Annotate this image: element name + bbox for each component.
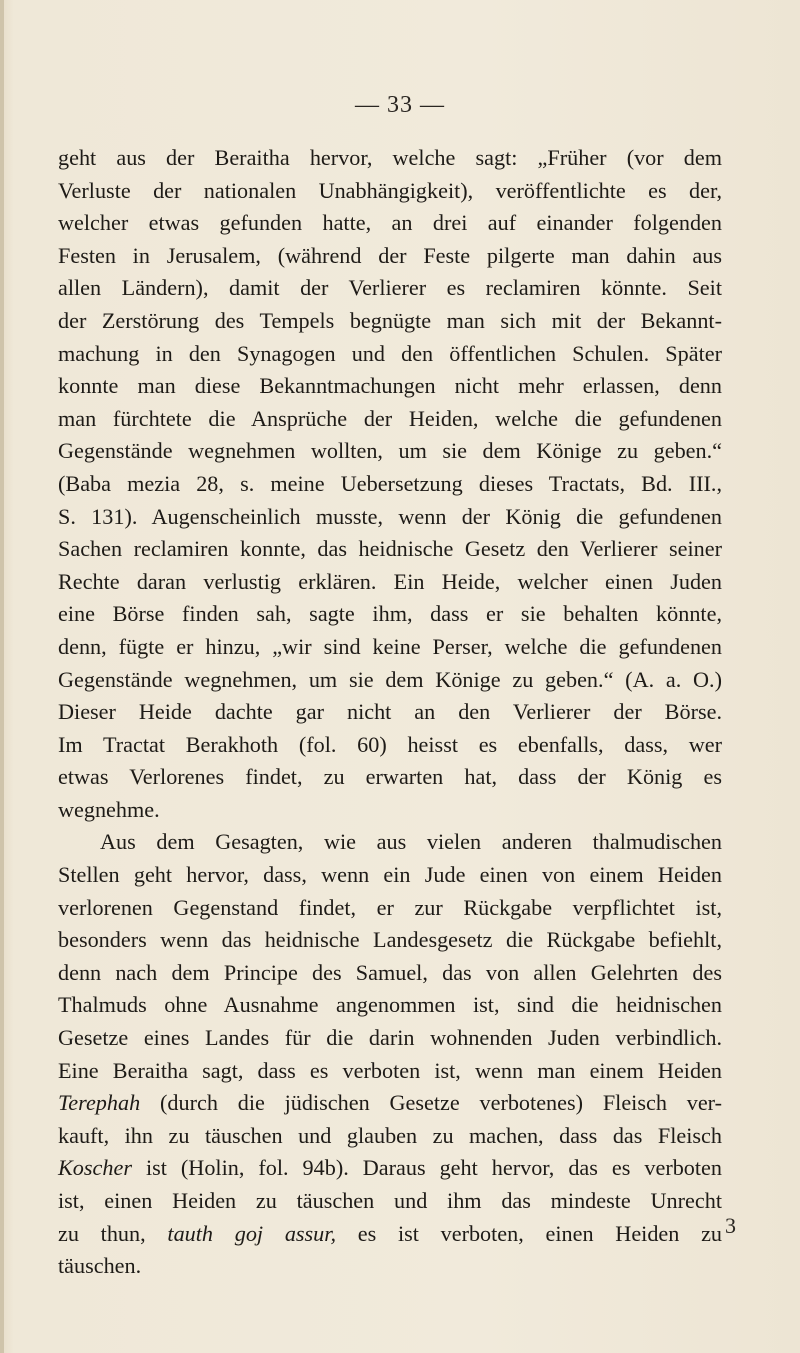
text-line: Im Tractat Berakhoth (fol. 60) heisst es ebenfalls, dass, wer [58, 731, 722, 757]
text-line: etwas Verlorenes findet, zu erwarten hat, dass der König es [58, 764, 722, 790]
text-line: konnte man diese Bekanntmachungen nicht mehr erlassen, denn [58, 373, 722, 399]
text-segment: (durch die jüdischen Gesetze verbotenes) Fleisch ver- [160, 1090, 722, 1116]
text-line: Gesetze eines Landes für die darin wohnenden Juden verbindlich. [58, 1025, 722, 1051]
text-line [58, 1087, 722, 1120]
text-line [58, 1152, 722, 1185]
text-line: S. 131). Augenscheinlich musste, wenn der König die gefundenen [58, 503, 722, 529]
text-line: Stellen geht hervor, dass, wenn ein Jude einen von einem Heiden [58, 862, 722, 888]
text-segment: es ist verboten, einen Heiden zu [357, 1220, 723, 1246]
binding-edge [0, 0, 4, 1353]
text-line [58, 1218, 722, 1251]
text-line: Aus dem Gesagten, wie aus vielen anderen thalmudischen [100, 829, 722, 855]
text-line: Gegenstände wegnehmen wollten, um sie dem Könige zu geben.“ [58, 438, 722, 464]
text-line: Eine Beraitha sagt, dass es verboten ist, wenn man einem Heiden [58, 1057, 722, 1083]
body-text [58, 142, 722, 1283]
text-line: eine Börse finden sah, sagte ihm, dass er sie behalten könnte, [58, 601, 722, 627]
text-line: verlorenen Gegenstand findet, er zur Rückgabe verpflichtet ist, [58, 894, 722, 920]
italic-term: tauth goj assur, [167, 1220, 336, 1246]
text-line: denn nach dem Principe des Samuel, das von allen Gelehrten des [58, 959, 722, 985]
text-line: (Baba mezia 28, s. meine Uebersetzung dieses Tractats, Bd. III., [58, 470, 722, 496]
italic-term: Koscher [58, 1155, 132, 1181]
italic-term: Terephah [58, 1090, 141, 1116]
text-line: Gegenstände wegnehmen, um sie dem Könige zu geben.“ (A. a. O.) [58, 666, 722, 692]
text-line: welcher etwas gefunden hatte, an drei auf einander folgenden [58, 210, 722, 236]
text-line: Sachen reclamiren konnte, das heidnische Gesetz den Verlierer seiner [58, 536, 722, 562]
text-line: allen Ländern), damit der Verlierer es reclamiren könnte. Seit [58, 275, 722, 301]
text-segment: zu thun, [58, 1220, 146, 1246]
text-line: Verluste der nationalen Unabhängigkeit), veröffentlichte es der, [58, 177, 722, 203]
text-line: geht aus der Beraitha hervor, welche sagt: „Früher (vor dem [58, 145, 722, 170]
text-line: Dieser Heide dachte gar nicht an den Verlierer der Börse. [58, 699, 722, 725]
text-line: man fürchtete die Ansprüche der Heiden, welche die gefundenen [58, 405, 722, 431]
text-segment: ist (Holin, fol. 94b). Daraus geht hervor, das es verboten [145, 1155, 722, 1181]
text-line: der Zerstörung des Tempels begnügte man sich mit der Bekannt- [58, 307, 722, 333]
text-line: denn, fügte er hinzu, „wir sind keine Perser, welche die gefundenen [58, 633, 722, 659]
text-line: machung in den Synagogen und den öffentlichen Schulen. Später [58, 340, 722, 366]
text-line: Festen in Jerusalem, (während der Feste pilgerte man dahin aus [58, 242, 722, 268]
text-line: ist, einen Heiden zu täuschen und ihm das mindeste Unrecht [58, 1188, 722, 1213]
text-line: Thalmuds ohne Ausnahme angenommen ist, sind die heidnischen [58, 992, 722, 1018]
text-line: wegnehme. [58, 796, 160, 822]
text-line: besonders wenn das heidnische Landesgesetz die Rückgabe befiehlt, [58, 927, 722, 953]
page-number: — 33 — [355, 92, 445, 118]
signature-mark: 3 [725, 1213, 736, 1238]
text-line: täuschen. [58, 1253, 142, 1279]
text-line: Rechte daran verlustig erklären. Ein Heide, welcher einen Juden [58, 568, 722, 594]
text-line: kauft, ihn zu täuschen und glauben zu machen, dass das Fleisch [58, 1122, 722, 1148]
